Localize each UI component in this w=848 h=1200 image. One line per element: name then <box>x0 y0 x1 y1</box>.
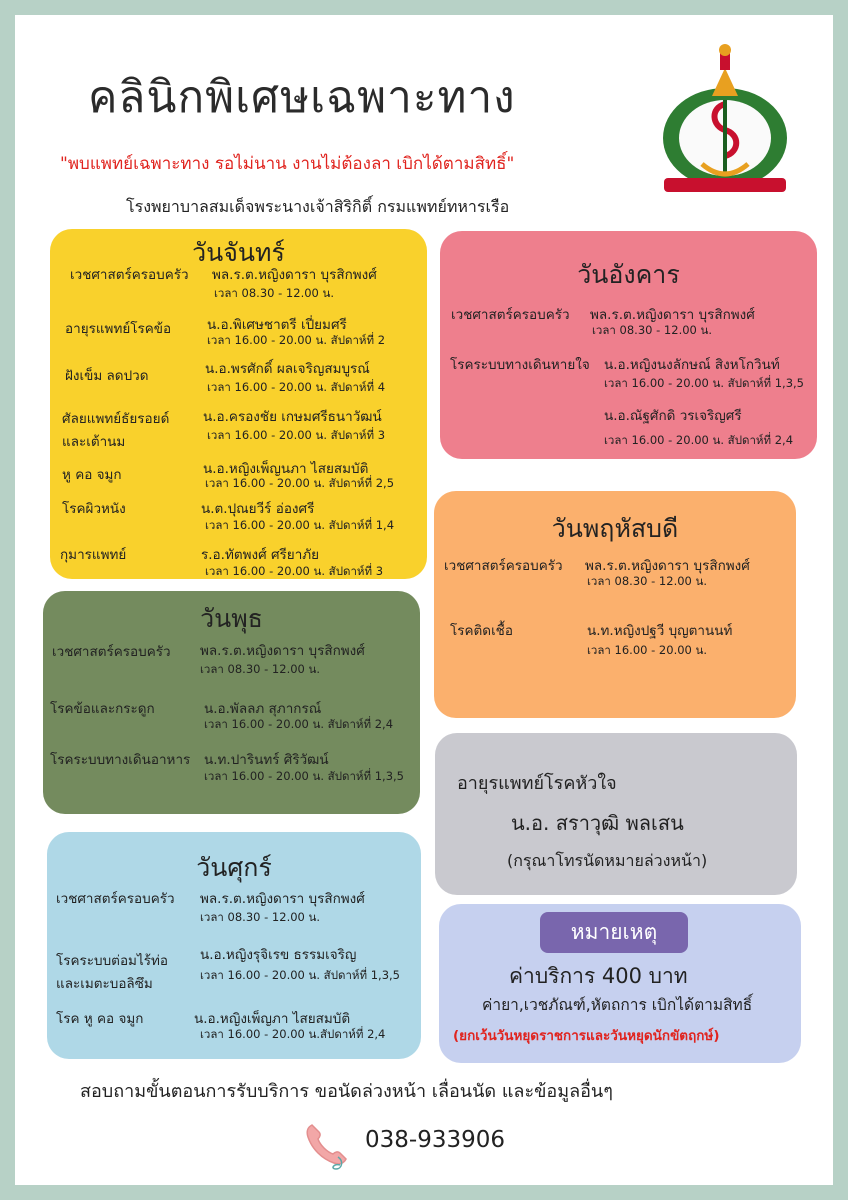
doctor-name: พล.ร.ต.หญิงดารา บุรสิกพงศ์ <box>212 267 377 283</box>
inquiry-text: สอบถามขั้นตอนการรับบริการ ขอนัดล่วงหน้า เลื่อนนัด และข้อมูลอื่นๆ <box>80 1081 613 1102</box>
doctor-name: น.อ.พรศักดิ์ ผลเจริญสมบูรณ์ <box>205 361 370 377</box>
day-title-monday: วันจันทร์ <box>192 238 285 267</box>
dept-label: เวชศาสตร์ครอบครัว <box>52 644 171 660</box>
clinic-time: เวลา 16.00 - 20.00 น.สัปดาห์ที่ 2,4 <box>200 1027 386 1041</box>
dept-label: เวชศาสตร์ครอบครัว <box>70 267 189 283</box>
doctor-name: พล.ร.ต.หญิงดารา บุรสิกพงศ์ <box>585 558 750 574</box>
doctor-name: น.ท.หญิงปฐวี บุญตานนท์ <box>587 623 733 639</box>
hospital-name: โรงพยาบาลสมเด็จพระนางเจ้าสิริกิติ์ กรมแพทย์ทหารเรือ <box>126 197 510 216</box>
holiday-exception: (ยกเว้นวันหยุดราชการและวันหยุดนักขัตฤกษ์) <box>453 1028 720 1044</box>
day-title-wednesday: วันพุธ <box>200 604 263 633</box>
wednesday-card <box>43 591 420 814</box>
slogan: "พบแพทย์เฉพาะทาง รอไม่นาน งานไม่ต้องลา เบิกได้ตามสิทธิ์" <box>60 154 515 174</box>
doctor-name: น.อ.หญิงนงลักษณ์ สิงหโกวินท์ <box>604 357 780 373</box>
note-badge: หมายเหตุ <box>540 912 688 953</box>
clinic-time: เวลา 16.00 - 20.00 น. <box>587 643 708 657</box>
page-title: คลินิกพิเศษเฉพาะทาง <box>88 72 516 123</box>
dept-label: ฝังเข็ม ลดปวด <box>65 368 149 384</box>
doctor-name: น.อ.หญิงรุจิเรข ธรรมเจริญ <box>200 947 357 963</box>
dept-label: อายุรแพทย์โรคหัวใจ <box>457 773 617 794</box>
note-card <box>439 904 801 1063</box>
dept-label-line2: และเมตะบอลิซึม <box>56 976 153 992</box>
service-fee: ค่าบริการ 400 บาท <box>509 964 688 988</box>
clinic-time: เวลา 16.00 - 20.00 น. สัปดาห์ที่ 2,4 <box>204 717 394 731</box>
clinic-time: เวลา 16.00 - 20.00 น. สัปดาห์ที่ 1,3,5 <box>204 769 405 783</box>
clinic-time: เวลา 16.00 - 20.00 น. สัปดาห์ที่ 1,3,5 <box>604 376 805 390</box>
doctor-name: น.อ.พัลลภ สุภากรณ์ <box>204 701 322 717</box>
dept-label: โรคระบบทางเดินหายใจ <box>450 357 590 373</box>
navy-medical-logo <box>650 38 800 198</box>
clinic-time: เวลา 16.00 - 20.00 น. สัปดาห์ที่ 1,3,5 <box>200 968 401 982</box>
doctor-name: น.ต.ปุณยวีร์ อ่องศรี <box>201 501 315 517</box>
doctor-name: น.อ.หญิงเพ็ญภา ไสยสมบัติ <box>194 1011 351 1027</box>
dept-label-line2: และเต้านม <box>62 434 126 450</box>
clinic-time: เวลา 08.30 - 12.00 น. <box>592 323 713 337</box>
dept-label: กุมารแพทย์ <box>60 547 127 563</box>
clinic-time: เวลา 16.00 - 20.00 น. สัปดาห์ที่ 2,4 <box>604 433 794 447</box>
dept-label: โรคระบบทางเดินอาหาร <box>50 752 191 768</box>
dept-label: หู คอ จมูก <box>62 467 122 483</box>
doctor-name: น.อ.หญิงเพ็ญนภา ไสยสมบัติ <box>203 461 369 477</box>
doctor-name: พล.ร.ต.หญิงดารา บุรสิกพงศ์ <box>200 891 365 907</box>
dept-label: โรคข้อและกระดูก <box>50 701 155 717</box>
clinic-time: เวลา 16.00 - 20.00 น. สัปดาห์ที่ 3 <box>207 428 386 442</box>
clinic-time: เวลา 16.00 - 20.00 น. สัปดาห์ที่ 4 <box>207 380 386 394</box>
doctor-name: น.อ.ครองชัย เกษมศรีธนาวัฒน์ <box>203 409 382 425</box>
day-title-friday: วันศุกร์ <box>196 853 272 882</box>
dept-label: โรคระบบต่อมไร้ท่อ <box>56 953 168 969</box>
clinic-time: เวลา 16.00 - 20.00 น. สัปดาห์ที่ 2,5 <box>205 476 395 490</box>
dept-label: อายุรแพทย์โรคข้อ <box>65 321 172 337</box>
dept-label: ศัลยแพทย์ธัยรอยด์ <box>62 411 170 427</box>
clinic-time: เวลา 08.30 - 12.00 น. <box>587 574 708 588</box>
dept-label: โรค หู คอ จมูก <box>56 1011 144 1027</box>
clinic-time: เวลา 08.30 - 12.00 น. <box>200 910 321 924</box>
doctor-name: ร.อ.ทัตพงศ์ ศรียาภัย <box>201 547 320 563</box>
doctor-name: น.อ.ณัฐศักดิ วรเจริญศรี <box>604 408 742 424</box>
doctor-name: น.อ.พิเศษชาตรี เปี่ยมศรี <box>207 317 347 333</box>
cardiology-card <box>435 733 797 895</box>
phone-icon <box>300 1117 355 1172</box>
clinic-time: เวลา 08.30 - 12.00 น. <box>214 286 335 300</box>
clinic-time: เวลา 16.00 - 20.00 น. สัปดาห์ที่ 3 <box>205 564 384 578</box>
appointment-note: (กรุณาโทรนัดหมายล่วงหน้า) <box>507 851 708 870</box>
clinic-time: เวลา 16.00 - 20.00 น. สัปดาห์ที่ 1,4 <box>205 518 395 532</box>
doctor-name: พล.ร.ต.หญิงดารา บุรสิกพงศ์ <box>590 307 755 323</box>
day-title-tuesday: วันอังคาร <box>577 260 680 289</box>
day-title-thursday: วันพฤหัสบดี <box>551 514 679 543</box>
monday-card <box>50 229 427 579</box>
reimbursement-note: ค่ายา,เวชภัณฑ์,หัตถการ เบิกได้ตามสิทธิ์ <box>482 996 753 1014</box>
doctor-name: พล.ร.ต.หญิงดารา บุรสิกพงศ์ <box>200 643 365 659</box>
dept-label: โรคผิวหนัง <box>62 501 126 517</box>
doctor-name: น.ท.ปารินทร์ ศิริวัฒน์ <box>204 752 329 768</box>
thursday-card <box>434 491 796 718</box>
dept-label: เวชศาสตร์ครอบครัว <box>451 307 570 323</box>
doctor-name: น.อ. สราวุฒิ พลเสน <box>511 811 684 835</box>
friday-card <box>47 832 421 1059</box>
phone-number[interactable]: 038-933906 <box>365 1127 505 1153</box>
clinic-time: เวลา 16.00 - 20.00 น. สัปดาห์ที่ 2 <box>207 333 386 347</box>
dept-label: เวชศาสตร์ครอบครัว <box>444 558 563 574</box>
dept-label: เวชศาสตร์ครอบครัว <box>56 891 175 907</box>
clinic-time: เวลา 08.30 - 12.00 น. <box>200 662 321 676</box>
dept-label: โรคติดเชื้อ <box>450 623 513 639</box>
tuesday-card <box>440 231 817 459</box>
